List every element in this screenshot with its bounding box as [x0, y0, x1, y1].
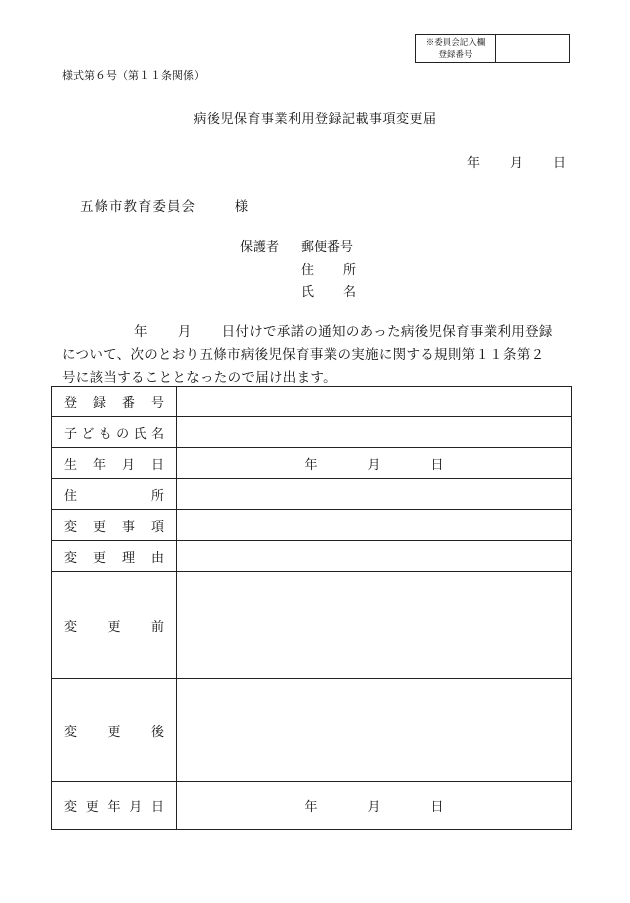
label-after-change [52, 679, 177, 782]
label-change-date [52, 782, 177, 830]
change-item-input[interactable] [177, 510, 572, 541]
row-change-item [52, 510, 572, 541]
row-child-name [52, 417, 572, 448]
row-address [52, 479, 572, 510]
label-char: 更 [92, 550, 106, 566]
label-birth-date [52, 448, 177, 479]
label-char: 更 [107, 619, 121, 635]
change-reason-input[interactable] [177, 541, 572, 572]
notice-year: 年 [134, 324, 148, 340]
date-year-label: 年 [467, 156, 481, 171]
before-change-input[interactable] [177, 572, 572, 679]
child-name-input[interactable] [177, 417, 572, 448]
guardian-address-label-2: 所 [343, 263, 357, 278]
label-address [52, 479, 177, 510]
label-char: 日 [150, 457, 164, 473]
label-char: 前 [150, 619, 164, 635]
label-char: 日 [150, 800, 164, 815]
label-char: 後 [150, 724, 164, 740]
label-char: 番 [121, 396, 135, 411]
notice-line-1-text: 日付けで承諾の通知のあった病後児保育事業利用登録 [221, 324, 553, 340]
change-form-table [51, 386, 572, 830]
label-char: 号 [150, 396, 164, 411]
label-char: 更 [85, 800, 99, 815]
addressee-name: 五條市教育委員会 [80, 199, 196, 215]
office-use-label [416, 35, 496, 62]
row-registration-number [52, 387, 572, 417]
label-change-item [52, 510, 177, 541]
row-birth-date [52, 448, 572, 479]
registration-number-field[interactable] [496, 35, 569, 62]
notice-line-2: について、次のとおり五條市病後児保育事業の実施に関する規則第１１条第２ [62, 347, 545, 363]
label-char: 子 [64, 426, 78, 442]
postal-code-label: 郵便番号 [301, 240, 354, 255]
after-change-input[interactable] [177, 679, 572, 782]
guardian-name-label-2: 名 [343, 285, 357, 300]
label-before-change [52, 572, 177, 679]
label-char: も [98, 426, 112, 442]
label-char: 理 [121, 550, 135, 566]
label-char: 氏 [133, 426, 147, 442]
change-date-input[interactable] [177, 782, 572, 830]
office-use-label-line2: 登録番号 [438, 50, 473, 60]
address-input[interactable] [177, 479, 572, 510]
guardian-address-label-1: 住 [301, 263, 315, 278]
label-char: ど [81, 426, 95, 442]
label-registration-number [52, 387, 177, 417]
notice-line-1 [62, 321, 578, 344]
birth-month-label: 月 [367, 457, 381, 473]
label-char: 登 [64, 396, 78, 411]
label-char: 録 [92, 396, 106, 411]
label-char: 更 [107, 724, 121, 740]
row-change-date [52, 782, 572, 830]
addressee-honorific: 様 [234, 199, 250, 215]
label-char: 所 [150, 488, 164, 504]
label-child-name [52, 417, 177, 448]
label-char: 変 [64, 519, 78, 535]
notice-paragraph [62, 321, 578, 390]
guardian-label: 保護者 [240, 240, 280, 255]
registration-number-input[interactable] [177, 387, 572, 417]
label-char: 年 [92, 457, 106, 473]
notice-month: 月 [177, 324, 192, 340]
label-char: 月 [129, 800, 143, 815]
date-day-label: 日 [553, 156, 567, 171]
birth-year-label: 年 [304, 457, 318, 473]
label-char: 年 [107, 800, 121, 815]
birth-day-label: 日 [430, 457, 444, 473]
label-char: 事 [121, 519, 135, 535]
label-char: 項 [150, 519, 164, 535]
label-char: 変 [64, 800, 78, 815]
change-month-label: 月 [367, 800, 381, 815]
row-change-reason [52, 541, 572, 572]
document-title: 病後児保育事業利用登録記載事項変更届 [193, 112, 437, 127]
guardian-name-label-1: 氏 [301, 285, 315, 300]
label-char: の [116, 426, 130, 442]
row-before-change [52, 572, 572, 679]
label-char: 変 [64, 619, 78, 635]
label-char: 住 [64, 488, 78, 504]
change-year-label: 年 [304, 800, 318, 815]
label-char: 名 [150, 426, 164, 442]
label-char: 生 [64, 457, 78, 473]
label-char: 由 [150, 550, 164, 566]
row-after-change [52, 679, 572, 782]
label-char: 変 [64, 550, 78, 566]
office-use-box [415, 34, 570, 63]
birth-date-input[interactable] [177, 448, 572, 479]
label-char: 変 [64, 724, 78, 740]
date-month-label: 月 [510, 156, 524, 171]
label-char: 月 [121, 457, 135, 473]
form-number: 様式第６号（第１１条関係） [62, 69, 205, 82]
change-day-label: 日 [430, 800, 444, 815]
label-change-reason [52, 541, 177, 572]
label-char: 更 [92, 519, 106, 535]
office-use-label-line1: ※委員会記入欄 [425, 38, 486, 48]
addressee [80, 195, 249, 215]
notice-line-3: 号に該当することとなったので届け出ます。 [62, 370, 337, 386]
